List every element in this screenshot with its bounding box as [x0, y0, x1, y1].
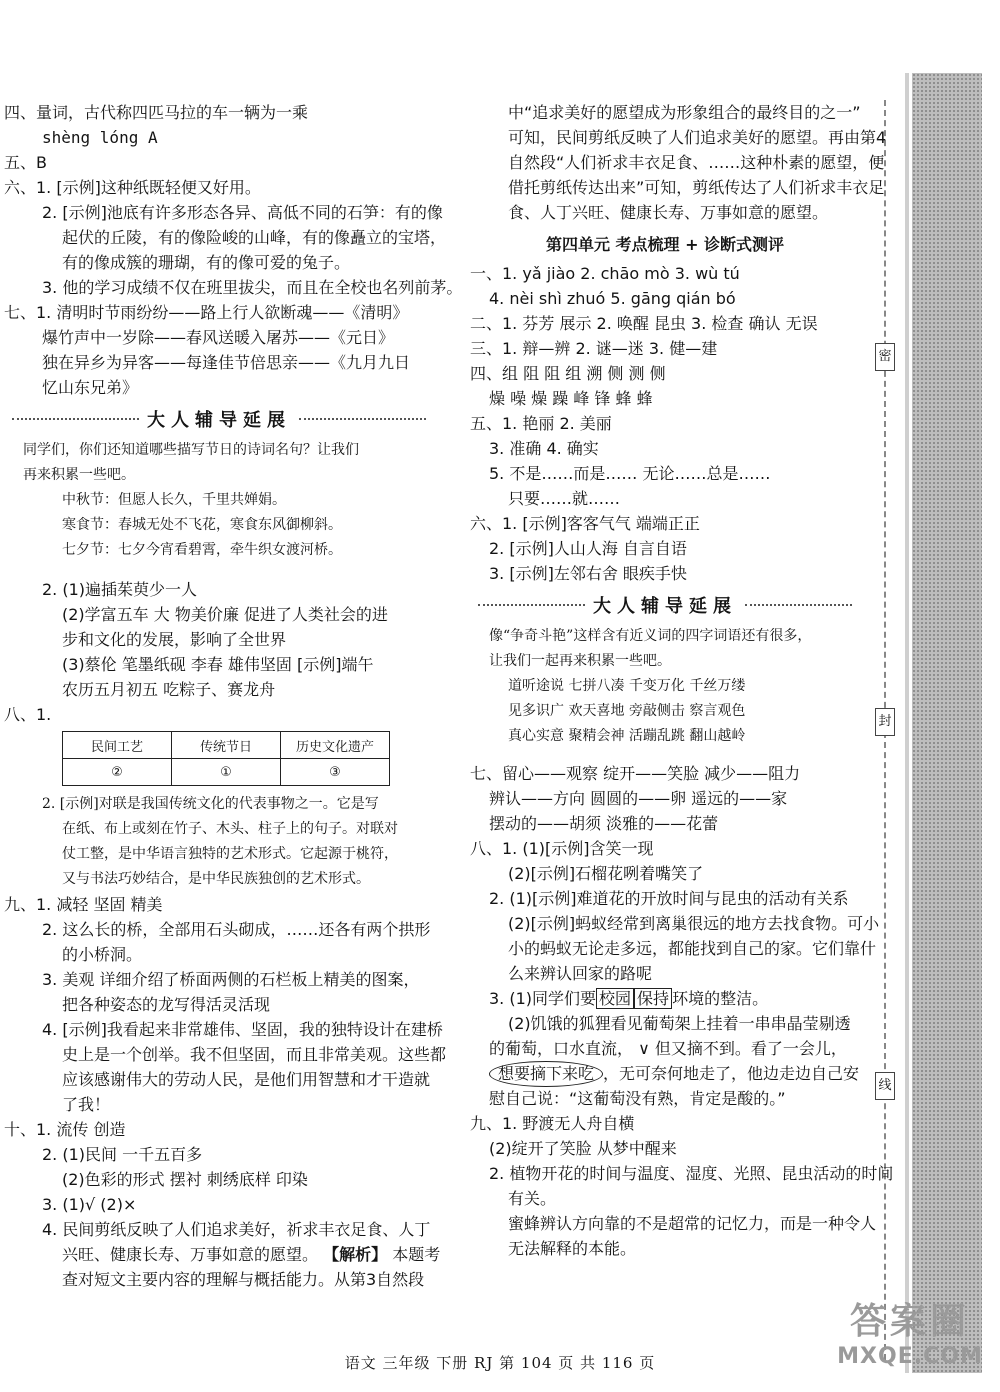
answer-line: 3. 准确 4. 确实 — [489, 439, 599, 458]
answer-line: 九、1. 减轻 坚固 精美 — [4, 895, 163, 914]
answer-line: 农历五月初五 吃粽子、赛龙舟 — [62, 680, 276, 699]
banner-rule — [478, 604, 585, 606]
answer-line: shèng lóng A — [42, 128, 158, 147]
banner-rule — [745, 604, 852, 606]
answer-line: 2. 植物开花的时间与温度、湿度、光照、昆虫活动的时间 — [489, 1164, 894, 1183]
circled-insertion: 想要摘下来吃 — [489, 1061, 603, 1087]
answer-line: (3)蔡伦 笔墨纸砚 李春 雄伟坚固 [示例]端午 — [62, 655, 374, 674]
answer-line: (2)学富五车 大 物美价廉 促进了人类社会的进 — [62, 605, 388, 624]
answer-line: 八、1. — [4, 705, 52, 724]
answer-line: 忆山东兄弟》 — [42, 378, 139, 397]
answer-line: 八、1. (1)[示例]含笑一现 — [470, 839, 654, 858]
answer-line — [470, 986, 860, 1011]
answer-line: 小的蚂蚁无论走多远，都能找到自己的家。它们靠什 — [508, 939, 877, 958]
watermark-logo — [820, 1300, 1000, 1370]
banner-rule — [299, 418, 426, 420]
answer-line: 独在异乡为异客——每逢佳节倍思亲——《九月九日 — [42, 353, 411, 372]
answer-line: (2)色彩的形式 摆衬 刺绣底样 印染 — [62, 1170, 308, 1189]
extension-line: 再来积累一些吧。 — [23, 467, 135, 483]
banner-title: 大人辅导延展 — [147, 410, 291, 431]
answer-line: 把各种姿态的龙写得活灵活现 — [62, 995, 271, 1014]
answer-line: 3. [示例]左邻右舍 眼疾手快 — [489, 564, 687, 583]
answer-line: 无法解释的本能。 — [508, 1239, 637, 1258]
answer-line: 食、人丁兴旺、健康长寿、万事如意的愿望。 — [508, 203, 829, 222]
answer-line: 只要……就…… — [508, 489, 621, 508]
answer-line: 七、1. 清明时节雨纷纷——路上行人欲断魂——《清明》 — [4, 303, 409, 322]
answer-line — [4, 1242, 441, 1267]
answer-line: 辨认——方向 圆圆的——卵 遥远的——家 — [489, 789, 788, 808]
answer-line: 在纸、布上或刻在竹子、木头、柱子上的句子。对联对 — [62, 821, 398, 837]
analysis-tag: 【解析】 — [323, 1245, 388, 1264]
answer-line: 又与书法巧妙结合，是中华民族独创的艺术形式。 — [62, 871, 370, 887]
extension-line: 让我们一起再来积累一些吧。 — [489, 653, 671, 669]
answer-line: 有关。 — [508, 1189, 557, 1208]
answer-line: 四、量词，古代称四匹马拉的车一辆为一乘 — [4, 103, 309, 122]
table-header: 民间工艺 — [63, 732, 172, 759]
answer-line: 么来辨认回家的路呢 — [508, 964, 653, 983]
answer-line: 2. [示例]池底有许多形态各异、高低不同的石笋：有的像 — [42, 203, 443, 222]
answer-line: 2. [示例]人山人海 自言自语 — [489, 539, 687, 558]
extension-line: 道听途说 七拼八凑 千变万化 千丝万缕 — [508, 678, 746, 694]
answer-line: 可知，民间剪纸反映了人们追求美好的愿望。再由第4 — [508, 128, 887, 147]
binding-strip-edge — [905, 73, 909, 1373]
answer-line: 五、1. 艳丽 2. 美丽 — [470, 414, 612, 433]
answer-line: 2. 这么长的桥，全部用石头砌成，……还各有两个拱形 — [42, 920, 431, 939]
answer-line: (2)饥饿的狐狸看见葡萄架上挂着一串串晶莹剔透 — [508, 1014, 851, 1033]
binding-strip — [912, 73, 982, 1373]
answer-line: 仗工整，是中华语言独特的艺术形式。它起源于桃符， — [62, 846, 398, 862]
answer-text: 本题考 — [392, 1245, 441, 1264]
answer-line: 爆竹声中一岁除——春风送暖入屠苏——《元日》 — [42, 328, 395, 347]
answer-text: 3. (1)同学们要 — [489, 989, 597, 1008]
watermark-text: 答案圈 — [849, 1301, 970, 1342]
answer-line: 4. 民间剪纸反映了人们追求美好，祈求丰衣足食、人丁 — [42, 1220, 431, 1239]
answer-line: 蜜蜂辨认方向靠的不是超常的记忆力，而是一种令人 — [508, 1214, 877, 1233]
extension-line: 像“争奇斗艳”这样含有近义词的四字词语还有很多， — [489, 628, 812, 644]
answer-line: 查对短文主要内容的理解与概括能力。从第3自然段 — [62, 1270, 425, 1289]
extension-line: 寒食节：春城无处不飞花，寒食东风御柳斜。 — [62, 517, 342, 533]
answer-text: ，无可奈何地走了，他边走边自己安 — [603, 1064, 860, 1083]
seal-mark-3: 线 — [875, 1072, 895, 1100]
answer-line: 4. [示例]我看起来非常雄伟、坚固，我的独特设计在建桥 — [42, 1020, 443, 1039]
left-column — [4, 100, 463, 1292]
answer-line: 自然段“人们祈求丰衣足食、……这种朴素的愿望，便 — [508, 153, 885, 172]
answer-line: 燥 噪 燥 躁 峰 锋 蜂 蜂 — [489, 389, 653, 408]
answer-line: 慰自己说：“这葡萄没有熟，肯定是酸的。” — [489, 1089, 786, 1108]
page-footer: 语文 三年级 下册 RJ 第 104 页 共 116 页 — [344, 1354, 656, 1372]
answer-line: 2. (1)[示例]难道花的开放时间与昆虫的活动有关系 — [489, 889, 849, 908]
answer-text: 兴旺、健康长寿、万事如意的愿望。 — [62, 1245, 319, 1264]
answer-table — [62, 731, 390, 786]
answer-line: 史上是一个创举。我不但坚固，而且非常美观。这些都 — [62, 1045, 447, 1064]
boxed-word: 保持 — [634, 988, 672, 1009]
banner-rule — [12, 418, 139, 420]
banner-title: 大人辅导延展 — [593, 596, 737, 617]
extension-line: 见多识广 欢天喜地 旁敲侧击 察言观色 — [508, 703, 746, 719]
answer-line: (2)[示例]蚂蚁经常到离巢很远的地方去找食物。可小 — [508, 914, 880, 933]
answer-line: 摆动的——胡须 淡雅的——花蕾 — [489, 814, 719, 833]
answer-line: 五、B — [4, 153, 47, 172]
answer-line: 六、1. [示例]这种纸既轻便又好用。 — [4, 178, 261, 197]
answer-line — [470, 1061, 860, 1086]
answer-line: 步和文化的发展，影响了全世界 — [62, 630, 287, 649]
answer-line: 四、组 阻 阻 组 溯 侧 测 侧 — [470, 364, 666, 383]
answer-line: 的小桥洞。 — [62, 945, 143, 964]
answer-line: 3. 美观 详细介绍了桥面两侧的石栏板上精美的图案， — [42, 970, 420, 989]
table-header: 历史文化遗产 — [281, 732, 390, 759]
answer-line: 5. 不是……而是…… 无论……总是…… — [489, 464, 771, 483]
answer-line: 六、1. [示例]客客气气 端端正正 — [470, 514, 700, 533]
extension-line: 中秋节：但愿人长久，千里共婵娟。 — [62, 492, 286, 508]
answer-text: 环境的整洁。 — [672, 989, 769, 1008]
table-cell: ③ — [281, 759, 390, 786]
answer-line: 2. [示例]对联是我国传统文化的代表事物之一。它是写 — [42, 796, 379, 812]
answer-line: 三、1. 辩—辨 2. 谜—迷 3. 健—建 — [470, 339, 718, 358]
answer-line: 应该感谢伟大的劳动人民，是他们用智慧和才干造就 — [62, 1070, 431, 1089]
extension-line: 真心实意 聚精会神 活蹦乱跳 翻山越岭 — [508, 728, 746, 744]
answer-line: 中“追求美好的愿望成为形象组合的最终目的之一” — [508, 103, 861, 122]
seal-mark-1: 密 — [875, 343, 895, 371]
table-cell: ② — [63, 759, 172, 786]
answer-line: 2. (1)民间 一千五百多 — [42, 1145, 203, 1164]
answer-line: 3. (1)√ (2)× — [42, 1195, 137, 1214]
seal-mark-2: 封 — [875, 708, 895, 736]
answer-line: (2)绽开了笑脸 从梦中醒来 — [489, 1139, 677, 1158]
answer-line: 起伏的丘陵，有的像险峻的山峰，有的像矗立的宝塔， — [62, 228, 447, 247]
table-cell: ① — [172, 759, 281, 786]
watermark-url: MXQE.COM — [837, 1344, 983, 1369]
extension-line: 同学们，你们还知道哪些描写节日的诗词名句？让我们 — [23, 442, 359, 458]
answer-line: 借托剪纸传达出来”可知，剪纸传达了人们祈求丰衣足 — [508, 178, 885, 197]
unit-title: 第四单元 考点梳理 + 诊断式测评 — [545, 235, 785, 254]
extension-banner — [4, 402, 434, 436]
right-column — [470, 100, 894, 1261]
answer-line: 十、1. 流传 创造 — [4, 1120, 126, 1139]
answer-line: 了我！ — [62, 1095, 111, 1114]
answer-line: 3. 他的学习成绩不仅在班里拔尖，而且在全校也名列前茅。 — [42, 278, 463, 297]
answer-line: 的葡萄，口水直流， ∨ 但又摘不到。看了一会儿， — [489, 1039, 847, 1058]
extension-banner — [470, 588, 860, 622]
answer-line: 4. nèi shì zhuó 5. gāng qián bó — [489, 289, 736, 308]
answer-line: (2)[示例]石榴花咧着嘴笑了 — [508, 864, 704, 883]
answer-line: 一、1. yǎ jiào 2. chāo mò 3. wù tú — [470, 264, 740, 283]
boxed-word: 校园 — [596, 988, 634, 1009]
answer-line: 七、留心——观察 绽开——笑脸 减少——阻力 — [470, 764, 801, 783]
extension-line: 七夕节：七夕今宵看碧霄，牵牛织女渡河桥。 — [62, 542, 342, 558]
answer-line: 有的像成簇的珊瑚，有的像可爱的兔子。 — [62, 253, 351, 272]
answer-line: 九、1. 野渡无人舟自横 — [470, 1114, 635, 1133]
table-header: 传统节日 — [172, 732, 281, 759]
answer-line: 二、1. 芬芳 展示 2. 唤醒 昆虫 3. 检查 确认 无误 — [470, 314, 818, 333]
answer-line: 2. (1)遍插茱萸少一人 — [42, 580, 198, 599]
